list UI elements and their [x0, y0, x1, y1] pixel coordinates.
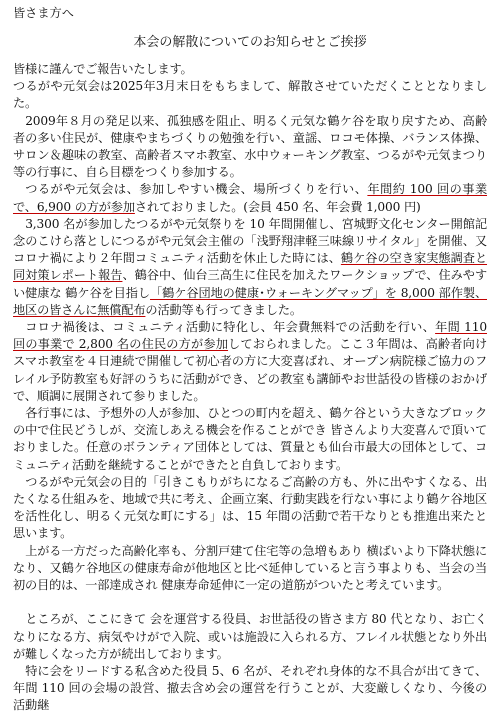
underlined-highlight: 年間 110 回の事業で 2,800 名の住民の方が参加 — [13, 320, 487, 352]
paragraph-activities — [13, 181, 487, 215]
paragraph-members: ところが、ここにきて 会を運営する役員、お世話役の皆さま方 80 代となり、お亡くなりになる方、病気やけがで入院、或いは施設に入られる方、フレイル状態となり外出が難しくなった方が続出しております。 — [13, 612, 487, 661]
paragraph-aging-rate: 上がる一方だった高齢化率も、分割戸建て住宅等の急増もあり 横ばいより下降状態になり、又鶴ケ谷地区の健康寿命が他地区と比べ延伸していると言う事よりも、当会の当初の目的は、一部達成され 健康寿命延伸に一定の道筋がついたと考えています。 — [13, 543, 487, 593]
text-segment: つるがや元気会は、参加しやすい機会、場所づくりを行い、 — [25, 182, 368, 197]
paragraph-post-covid — [13, 319, 487, 405]
text-segment: しておられました。ここ３年間は、高齢者向けスマホ教室を４日連続で開催して初心者の方に大変喜ばれ、オープン病院様ご協力のフレイル予防教室も好評のうちに活動ができ、どの教室も講師やお世話役の皆様のおかげで、順調に展開されて参りました。 — [13, 337, 487, 403]
text-segment: コロナ禍後は、コミュニティ活動に特化し、年会費無料での活動を行い、 — [25, 320, 436, 335]
paragraph-dissolution: つるがや元気会は2025年3月末日をもちまして、解散させていただくこととなりました。 — [13, 79, 487, 111]
paragraph-purpose: つるがや元気会の目的「引きこもりがちになるご高齢の方も、外に出やすくなる、出たくなる仕組みを、地域で共に考え、企画立案、行動実践を行ない事により鶴ケ谷地区を活性化し、明るく元気な町にする」は、15 年間の活動で若干なりとも推進出来たと思います。 — [13, 474, 487, 541]
salutation: 皆さま方へ — [13, 6, 74, 20]
underlined-highlight: 「鶴ケ谷団地の健康･ウォーキングマップ」を 8,000 部作製、地区の皆さんに無償配布 — [13, 285, 487, 317]
page-title: 本会の解散についてのお知らせとご挨拶 — [133, 35, 367, 50]
paragraph-community: 各行事には、予想外の人が参加、ひとつの町内を超え、鶴ケ谷という大きなブロックの中で住民どうしが、交流しあえる機会を作ることができ 皆さんより大変喜んで頂いておりました。任意のボランティア団体としては、質量とも仙台市最大の団体として、コミュニティ活動を継続することができたと自負しております。 — [13, 406, 487, 472]
text-segment: の活動等も行ってきました。 — [145, 302, 302, 317]
paragraph-events — [13, 216, 487, 319]
underlined-highlight: 年間約 100 回の事業で、6,900 の方が参加 — [13, 182, 488, 214]
underlined-highlight: 鶴ケ谷の空き家実態調査と同対策レポート報告 — [13, 251, 488, 283]
text-segment: 3,300 名が参加したつるがや元気祭りを 10 年間開催し、宮城野文化センター開館記念のこけら落としにつるがや元気会主催の「浅野翔津軽三味線リサイタル」を開催、又コロナ禍により２年間コミュニティ活動を休止した時には、 — [13, 216, 487, 266]
text-segment: されておりました。(会員 450 名、年会費 1,000 円) — [134, 199, 421, 214]
paragraph-report: 皆様に謹んでご報告いたします。 — [13, 62, 193, 76]
paragraph-officers: 特に会をリードする私含めた役員 5、6 名が、それぞれ身体的な不具合が出てきて、年間 110 回の会場の設営、撤去含め会の運営を行うことが、大変厳しくなり、今後の活動継 — [13, 663, 487, 713]
paragraph-history: 2009年８月の発足以来、孤独感を阻止、明るく元気な鶴ケ谷を取り戻すため、高齢者の多い住民が、健康やまちづくりの勉強を行い、童謡、ロコモ体操、バランス体操、サロン＆趣味の教室、高齢者スマホ教室、水中ウォーキング教室、つるがや元気まつり等の行事に、自ら目標をつくり参加する。 — [13, 113, 487, 180]
text-segment: 、鶴谷中、仙台三高生に住民を加えたワークショップで、住みやすい健康な 鶴ケ谷を目指し — [13, 268, 487, 300]
